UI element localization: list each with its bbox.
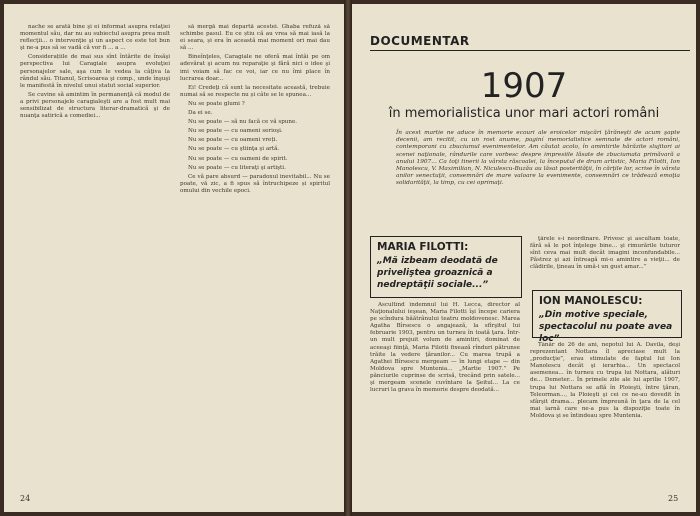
- left-column-2: [180, 24, 330, 494]
- article-year-title: 1907: [480, 66, 568, 106]
- col2-para3: Ei! Credeţi că sunt la necesitate această, trebuie numai să se respecte nu și câte se le spunea...: [180, 84, 330, 98]
- manolescu-text: Tânăr de 26 de ani, nepotul lui A. Davila, deşi reprezentant Nottara îl apreciase mult la „producţie”, erau stimulate de faptul lui Ion Manolescu decât şi ierarhia... Un spectacol asemenea... în turneu cu trupa lui Nottara, alături de... Demeter... În primele zile ale lui aprilie 1907, trupa lui Nottara se află în Ploieşti, între ţăran, Teleorman..., la Ploieşti şi cei ce ne-au dovedit în sfârşit drama... plecam împreună în ţara de la cel mai iarnă care ne-a pus la dispoziţie toate în Moldova şi se întindeau spre Muntenia.: [530, 342, 680, 419]
- right-top-text-column: [530, 236, 680, 284]
- page-number-left: 24: [20, 494, 31, 503]
- col2-text: să mergă mai departă acestei. Ghaba refuză să schimbe pasul. Eu ce știu că au vrea să mai iasă la ei seara, și era în această mai moment ori mai dau să ...: [180, 24, 330, 52]
- col2-end: Ce vă pare absurd — paradoxul inevitabil... Nu se poate, vă zic, a fi spus să întruchipeze și spiritul omului din vechile epoci.: [180, 173, 330, 194]
- article-intro: În acest martie ne aduce în memorie ecouri ale eroicelor mişcări ţărăneşti de acum şapte decenii, am recitit, cu un rost anume, paginí memorialistice semnate de actori români, contemporani cu zbuciumul evenimentelor. Am căutat acolo, în amintirile hărăzite slujitori ai scenei naţionale, rândurile care vorbesc despre impresiile lăsate de zbuciumata primăvară a anului 1907... Ca toţi tinerii la vârsta răscoalei, la începutul de drum artistic, Maria Filotti, Ion Manolescu, V. Maximilian, N. Niculescu-Buzău au lăsat posterităţii, în cărţile lor, scrise în vârsta anilor senectuţii, consemnări de mare valoare la evenimente, consemnări ce trădează emoţia solidarităţii, la timp, cu cei oprimaţi.: [396, 130, 680, 187]
- filotti-name: MARIA FILOTTI:: [377, 241, 469, 253]
- manolescu-header-box: [532, 290, 682, 344]
- left-page: [4, 4, 344, 512]
- filotti-header-box: [370, 236, 522, 298]
- filotti-text-column: [370, 302, 520, 492]
- dialog-line: Nu se poate — cu oameni serioşi.: [188, 128, 283, 135]
- col1-para3: Se cuvine să amintim în permanenţă că modul de a privi personajele caragialeşti are a fost mult mai sensibilizat de structura literar-dramatică şi de nuanţa satirică a comediei...: [20, 91, 170, 120]
- col1-para2: Considerațiile de mai sus sînt întărite de însăşi perspectiva lui Caragiale asupra evoluţiei personajelor sale, aşa cum le vedea la câţiva la rândul său. Titanul, Scrisoarea şi comp., unde înşuşi le manifestă în nivelul unui statut social superior.: [20, 54, 170, 89]
- rubric-divider: [370, 50, 690, 51]
- article-subtitle: în memorialistica unor mari actori români: [388, 106, 660, 121]
- manolescu-quote: „Din motive speciale, spectacolul nu poate avea loc”: [539, 310, 673, 344]
- dialog-line: Nu se poate — cu literaţi şi artişti.: [188, 164, 286, 171]
- mid-text: ţărele s-i neordinare. Privesc şi ascultam toate, fără să le pot înţelege bine... şi rimurările tuturor sînt ceva mai mult decât imagini inconfundabile... Păstrez şi azi întreagă mi-o amintire a vieţii... de clădirile, ţineau în umă-i un gust amar...”: [530, 236, 680, 271]
- dialog-line: Nu se poate — cu oameni de spirit.: [188, 155, 288, 162]
- manolescu-text-column: [530, 342, 680, 492]
- right-page: [352, 4, 696, 512]
- dialog-line: Da ei se.: [188, 110, 213, 117]
- col1-text: nache se arată bine şi ei informat asupra relaţiei momentul său, dar nu au subiectul asupra prea mult reflecţii... o intervenţie şi un aspect ce este tot bun şi ne-a pus să se vadă că vor fi ... a ...: [20, 24, 170, 52]
- filotti-quote: „Mă izbeam deodată de priveliştea groaznică a nedreptăţii sociale...”: [377, 256, 498, 290]
- page-number-right: 25: [668, 494, 679, 503]
- dialog-line: Nu se poate — cu oameni vreți.: [188, 137, 278, 144]
- dialog-line: Nu se poate — să nu facă ce vă spune.: [188, 119, 298, 126]
- manolescu-name: ION MANOLESCU:: [539, 295, 643, 307]
- left-column-1: [20, 24, 170, 494]
- col2-para2: Bineînţeles, Caragiale ne oferă mai întâi pe om adevărat şi acum nu reparaţie şi fără nici o idee şi imi voiam să fac ce voi, iar ce nu îmi place în lucrarea doar...: [180, 54, 330, 82]
- dialog-line: Nu se poate glumi ?: [188, 100, 245, 107]
- dialog-line: Nu se poate — cu ştiinţa şi artă.: [188, 146, 280, 153]
- filotti-text: Ascultînd îndemnul lui H. Lecca, director al Naţionalului ieşean, Maria Filotti îşi începe cariera pe scîndura băătrânului teatru moldovenesc. Marea Agatha Bîrsescu o angajează, la sfîrşitul lui februarie 1903, pentru un turneu în toată ţara. Într-un mult prejuit volum de amintiri, dominat de aceeaşi fiinţă, Maria Filotti fixează rînduri pătrunse trăite la vedere ţăranilor... Cu marea trupă a Agathei Bîrsescu mergeam — în lungi etape — din Moldova spre Muntenia... „Martie 1907.” Pe pănciurile cuprinse de scrisă, trecând prin satele... şi mergeam scenele cuvîntare la Şeitul... La ce lucruri la grava în memorie despre deodată...: [370, 302, 520, 394]
- section-rubric: DOCUMENTAR: [370, 34, 470, 48]
- page-gutter: [344, 0, 352, 516]
